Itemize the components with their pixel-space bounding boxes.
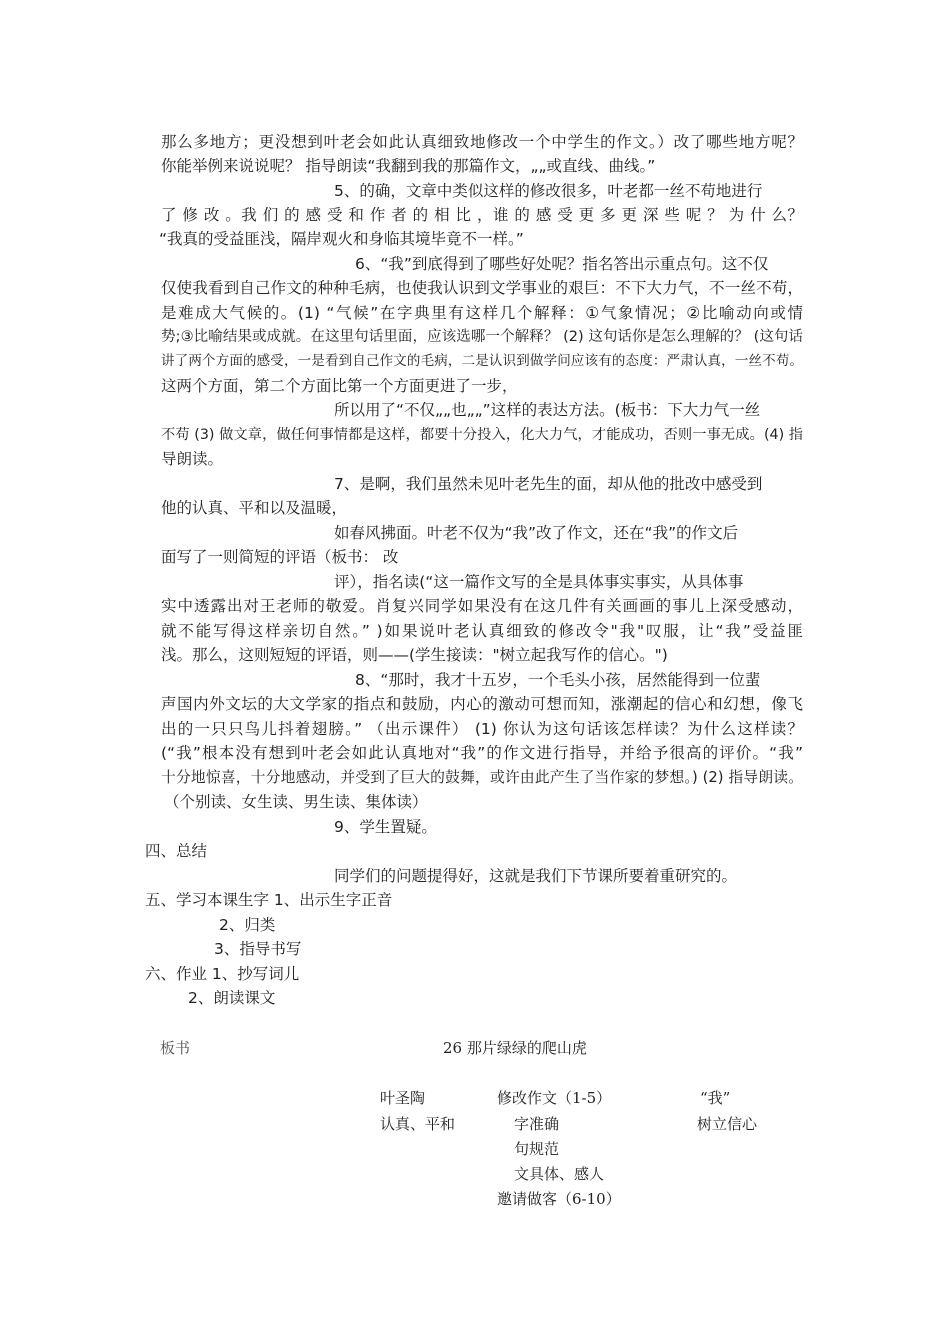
body-line: 他的认真、平和以及温暖，: [161, 499, 348, 517]
board-me: “我”: [700, 1089, 731, 1107]
body-line: (“我”根本没有想到叶老会如此认真地对“我”的作文进行指导，并给予很高的评价。“我”: [161, 744, 803, 762]
body-line: 十分地惊喜，十分地感动，并受到了巨大的鼓舞，或许由此产生了当作家的梦想。) (2) 指导朗读。: [161, 769, 803, 786]
body-line: 6、“我”到底得到了哪些好处呢？指名答出示重点句。这不仅: [355, 255, 769, 273]
board-revise-item: 句规范: [514, 1140, 560, 1158]
body-line: 2、归类: [219, 916, 276, 934]
body-line: 仅使我看到自己作文的种种毛病，也使我认识到文学事业的艰巨：不下大力气，不一丝不苟，: [161, 279, 803, 297]
board-confidence: 树立信心: [697, 1115, 758, 1133]
body-line: 2、朗读课文: [188, 989, 276, 1007]
board-invite-heading: 邀请做客（6-10）: [497, 1190, 621, 1208]
body-line: 如春风拂面。叶老不仅为“我”改了作文，还在“我”的作文后: [334, 524, 739, 542]
body-line: 就不能写得这样亲切自然。” )如果说叶老认真细致的修改令"我"叹服，让“我”受益匪: [161, 622, 803, 640]
board-label: 板书: [160, 1039, 191, 1057]
body-line: 导朗读。: [161, 450, 224, 468]
body-line: 8、“那时，我才十五岁，一个毛头小孩，居然能得到一位蜚: [355, 671, 761, 689]
board-revise-item: 文具体、感人: [514, 1165, 605, 1183]
body-line: 声国内外文坛的大文学家的指点和鼓励，内心的激动可想而知，涨潮起的信心和幻想，像飞: [161, 695, 803, 713]
body-line: 所以用了“不仅„„也„„”这样的表达方法。(板书：下大力气一丝: [334, 401, 761, 419]
body-line: 评），指名读(“这一篇作文写的全是具体事实事实，从具体事: [334, 573, 744, 591]
body-line: 是难成大气候的。(1) “气候”在字典里有这样几个解释：①气象情况；②比喻动向或情: [161, 304, 803, 322]
board-author: 叶圣陶: [380, 1089, 426, 1107]
body-line: 不苟 (3) 做文章，做任何事情都是这样，都要十分投入，化大力气，才能成功，否则一事无成。(4) 指: [161, 427, 803, 443]
section-heading: 六、作业 1、抄写词儿: [145, 965, 300, 983]
body-line: 势;③比喻结果或成就。在这里句话里面，应该选哪一个解释？ (2) 这句话你是怎么理解的？ (这句话: [161, 329, 803, 345]
section-heading: 五、学习本课生字 1、出示生字正音: [145, 891, 393, 909]
board-revise-heading: 修改作文（1-5）: [497, 1089, 612, 1107]
body-line: 你能举例来说说呢？ 指导朗读“我翻到我的那篇作文，„„或直线、曲线。”: [161, 157, 656, 175]
body-line: 这两个方面，第二个方面比第一个方面更进了一步，: [161, 377, 518, 395]
board-author-trait: 认真、平和: [380, 1115, 456, 1133]
body-line: 了 修 改 。我 们 的 感 受 和 作 者 的 相 比 ，谁 的 感 受 更 多 更 深 些 呢 ？ 为 什 么？: [161, 206, 803, 224]
body-line: 7、是啊，我们虽然未见叶老先生的面，却从他的批改中感受到: [334, 475, 763, 493]
board-title: 26 那片绿绿的爬山虎: [443, 1039, 587, 1057]
body-line: 实中透露出对王老师的敬爱。肖复兴同学如果没有在这几件有关画画的事儿上深受感动，: [161, 597, 803, 615]
body-line: 3、指导书写: [214, 940, 302, 958]
body-line: 那么多地方；更没想到叶老会如此认真细致地修改一个中学生的作文。）改了哪些地方呢？: [161, 133, 803, 151]
body-line: 9、学生置疑。: [334, 818, 437, 836]
body-line: “我真的受益匪浅，隔岸观火和身临其境毕竟不一样。”: [159, 230, 524, 248]
section-heading: 四、总结: [145, 842, 208, 860]
board-revise-item: 字准确: [514, 1115, 560, 1133]
body-line: 面写了一则简短的评语（板书： 改: [161, 548, 399, 566]
body-line: 讲了两个方面的感受，一是看到自己作文的毛病，二是认识到做学问应该有的态度：严肃认真，一丝不苟。: [161, 353, 803, 369]
body-line: （个别读、女生读、男生读、集体读）: [164, 793, 428, 811]
body-line: 出的一只只鸟儿抖着翅膀。” （出示课件） (1) 你认为这句话该怎样读？为什么这样读？: [161, 720, 803, 738]
body-line: 同学们的问题提得好，这就是我们下节课所要着重研究的。: [334, 867, 738, 885]
body-line: 5、的确，文章中类似这样的修改很多，叶老都一丝不苟地进行: [334, 182, 763, 200]
body-line: 浅。那么，这则短短的评语，则——(学生接读："树立起我写作的信心。"): [161, 646, 668, 664]
